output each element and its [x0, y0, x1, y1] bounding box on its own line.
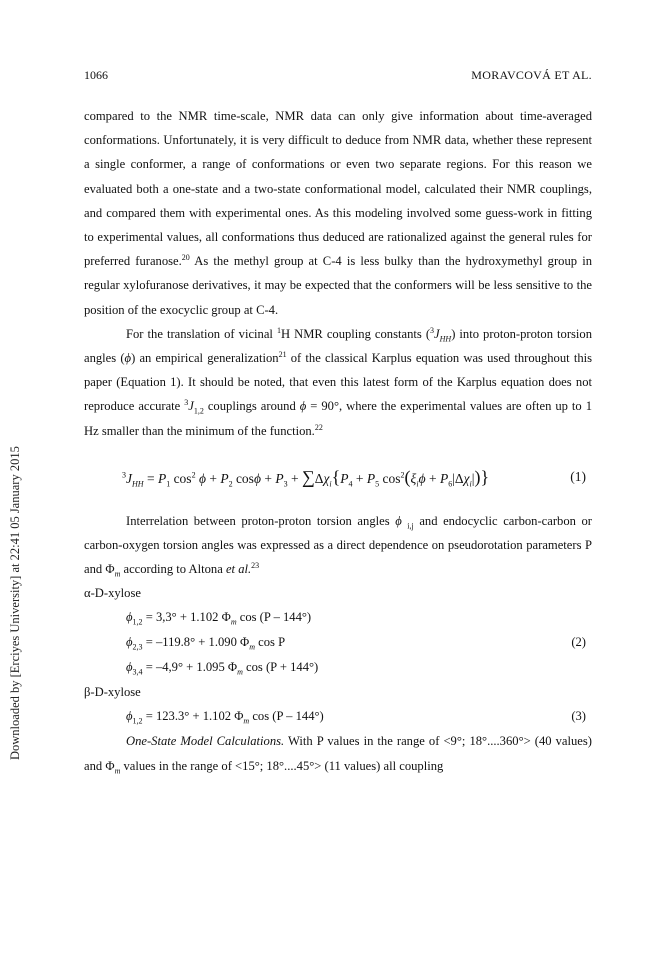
equation-1-number: (1) [570, 468, 586, 484]
page-number: 1066 [84, 68, 108, 82]
alpha-xylose-label: α-D-xylose [84, 586, 141, 601]
equation-2-number: (2) [571, 635, 586, 650]
running-authors: MORAVCOVÁ ET AL. [471, 68, 592, 82]
equation-1: $^3J_{HH} = P_1$ $\cos^2 \phi + P_2$ $\cos\phi + P_3 + \sum\Delta\chi_i\{P_4 + P_5$ $\cos^2(\xi_i\phi + P_6|\Delta\chi_i|)$} (1) [122, 466, 586, 489]
equation-2c: $\phi_{3,4} = -4,9^\circ + 1.095$ $\Phi_m$ cos (P + 144°) [126, 660, 319, 677]
equation-2a: $\phi_{1,2} = 3,3^\circ + 1.102$ $\Phi_m$ cos (P – 144°) [126, 610, 312, 627]
running-header [84, 68, 592, 86]
download-watermark: Downloaded by [Erciyes University] at 22:41 05 January 2015 [8, 446, 22, 760]
article-body [84, 104, 592, 778]
paragraph-4: One-State Model Calculations. With P values in the range of <9°; 18°....360°> (40 values) and $\Phi_m$ values in the range of <15°; 18°....45°> (11 values) all coupling [84, 734, 592, 776]
equation-3: $\phi_{1,2} = 123.3^\circ + 1.102$ $\Phi_m$ cos (P – 144°) (3) [84, 704, 592, 729]
paragraph-3: Interrelation between proton-proton torsion angles ϕ $_{i,j}$ and endocyclic carbon-carbon or carbon-oxygen torsion angles was expressed as a direct dependence on pseudorotation parameters P and $\Phi_m$ according to Altona et al.$^{23}$ [84, 513, 592, 579]
beta-xylose-label: β-D-xylose [84, 685, 141, 700]
equation-2b: $\phi_{2,3} = -119.8^\circ + 1.090$ $\Phi_m$ cos P (2) [84, 630, 592, 655]
paragraph-1: compared to the NMR time-scale, NMR data can only give information about time-averaged conformations. Unfortunately, it is very difficult to deduce from NMR data, whether these represent a single conformer, a range of conformations or even two separate regions. For this reason we evaluated both a one-state and a two-state conformational model, calculated their NMR couplings, and compared them with experimental ones. As this modeling involved some guess-work in fitting to experimental values, all conformations thus deduced are rationalized against the general rules for preferred furanose.$^{20}$ As the methyl group at C-4 is less bulky than the hydroxymethyl group in regular xylofuranose derivatives, it may be expected that the conformers will be less sensitive to the position of the exocyclic group at C-4. [84, 109, 593, 317]
equation-3-number: (3) [571, 709, 586, 724]
paragraph-2: For the translation of vicinal $^1$H NMR coupling constants $(^3J_{HH})$ into proton-proton torsion angles (ϕ) an empirical generalization$^{21}$ of the classical Karplus equation was used throughout this paper (Equation 1). It should be noted, that even this latest form of the Karplus equation does not reproduce accurate $^3J_{1,2}$ couplings around ϕ = 90°, where the experimental values are often up to 1 Hz smaller than the minimum of the function.$^{22}$ [84, 325, 593, 438]
